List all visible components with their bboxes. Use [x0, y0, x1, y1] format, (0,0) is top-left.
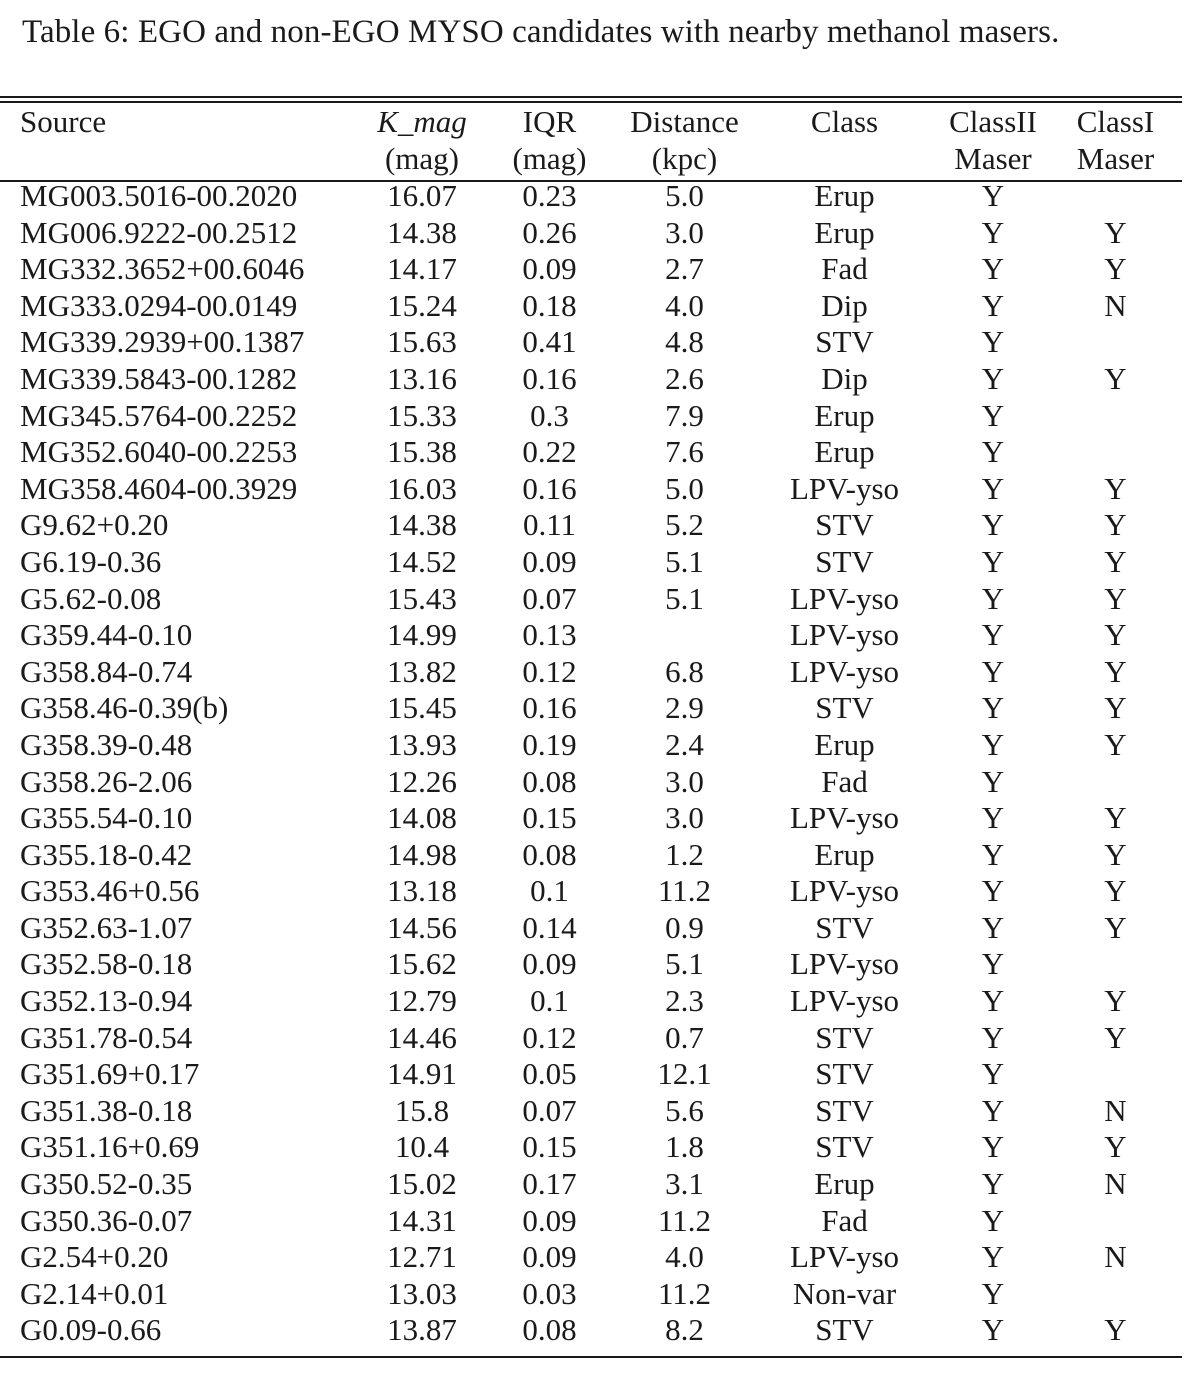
- header-class1: ClassI: [1076, 104, 1155, 139]
- cell-iqr: 0.15: [522, 1129, 577, 1165]
- cell-distance: 5.1: [665, 543, 704, 579]
- cell-distance: [617, 617, 752, 654]
- cell-distance: 5.1: [665, 946, 704, 982]
- cell-source: MG006.9222-00.2512: [20, 214, 298, 250]
- cell-class2-maser: Y: [981, 1312, 1005, 1348]
- cell-class1-maser: Y: [1104, 580, 1127, 616]
- cell-iqr: 0.08: [522, 836, 577, 872]
- header-row-1: [0, 104, 1182, 141]
- cell-kmag: 14.31: [387, 1202, 457, 1238]
- cell-class: LPV-yso: [789, 983, 900, 1019]
- table-row: [0, 288, 1182, 325]
- header-class-blank: [752, 141, 937, 178]
- cell-class2-maser: Y: [981, 617, 1005, 653]
- cell-iqr: 0.17: [522, 1166, 577, 1202]
- cell-kmag: 13.18: [387, 873, 457, 909]
- cell-iqr: 0.16: [522, 470, 577, 506]
- cell-class: STV: [815, 690, 874, 726]
- cell-source: MG345.5764-00.2252: [20, 397, 298, 433]
- table-row: [0, 654, 1182, 691]
- cell-class1-maser: Y: [1104, 653, 1127, 689]
- cell-source: MG332.3652+00.6046: [20, 251, 305, 287]
- cell-class1-maser: Y: [1104, 617, 1127, 653]
- cell-iqr: 0.14: [522, 909, 577, 945]
- cell-distance: 2.6: [665, 360, 704, 396]
- top-rule-upper: [0, 96, 1182, 98]
- cell-class1-maser: Y: [1104, 251, 1127, 287]
- table-row: [0, 727, 1182, 764]
- cell-iqr: 0.09: [522, 543, 577, 579]
- cell-class2-maser: Y: [981, 653, 1005, 689]
- cell-class: Fad: [821, 763, 868, 799]
- cell-class1-maser: [1049, 398, 1182, 435]
- table-row: [0, 471, 1182, 508]
- table-caption: Table 6: EGO and non-EGO MYSO candidates with nearby methanol masers.: [22, 14, 1060, 50]
- tilde-accent-icon: [377, 104, 477, 106]
- table-row: [0, 507, 1182, 544]
- cell-class2-maser: Y: [981, 690, 1005, 726]
- cell-class1-maser: Y: [1104, 909, 1127, 945]
- cell-class2-maser: Y: [981, 983, 1005, 1019]
- cell-class2-maser: Y: [981, 1092, 1005, 1128]
- cell-class: Erup: [814, 214, 875, 250]
- cell-distance: 0.7: [665, 1019, 704, 1055]
- cell-source: G358.46-0.39(b): [20, 690, 229, 726]
- cell-kmag: 16.03: [387, 470, 457, 506]
- cell-class1-maser: [1049, 178, 1182, 215]
- cell-source: G358.84-0.74: [20, 653, 193, 689]
- cell-kmag: 15.45: [387, 690, 457, 726]
- cell-class1-maser: Y: [1104, 1129, 1127, 1165]
- cell-distance: 3.0: [665, 763, 704, 799]
- cell-distance: 3.0: [665, 800, 704, 836]
- table-row: [0, 983, 1182, 1020]
- cell-class: STV: [815, 507, 874, 543]
- cell-source: MG358.4604-00.3929: [20, 470, 298, 506]
- cell-class: STV: [815, 1129, 874, 1165]
- cell-iqr: 0.3: [530, 397, 569, 433]
- cell-iqr: 0.08: [522, 763, 577, 799]
- cell-distance: 5.6: [665, 1092, 704, 1128]
- cell-class: LPV-yso: [789, 873, 900, 909]
- cell-class1-maser: Y: [1104, 1312, 1127, 1348]
- cell-class: Dip: [821, 360, 868, 396]
- header-distance-unit: (kpc): [651, 140, 718, 176]
- cell-class1-maser: N: [1104, 1166, 1127, 1202]
- cell-source: MG339.2939+00.1387: [20, 324, 305, 360]
- cell-class1-maser: [1049, 1276, 1182, 1313]
- cell-source: G2.14+0.01: [20, 1275, 169, 1311]
- cell-kmag: 12.79: [387, 983, 457, 1019]
- cell-class1-maser: Y: [1104, 507, 1127, 543]
- header-class2: ClassII: [949, 104, 1037, 139]
- table-row: [0, 1093, 1182, 1130]
- cell-kmag: 13.03: [387, 1275, 457, 1311]
- cell-source: G2.54+0.20: [20, 1239, 169, 1275]
- cell-class2-maser: Y: [981, 1056, 1005, 1092]
- cell-iqr: 0.1: [530, 873, 569, 909]
- cell-class: STV: [815, 1092, 874, 1128]
- cell-iqr: 0.07: [522, 580, 577, 616]
- table-row: [0, 873, 1182, 910]
- table-row: [0, 946, 1182, 983]
- cell-distance: 5.1: [665, 580, 704, 616]
- table-row: [0, 1056, 1182, 1093]
- cell-class: Non-var: [792, 1275, 897, 1311]
- cell-class1-maser: [1049, 324, 1182, 361]
- cell-source: G6.19-0.36: [20, 543, 162, 579]
- header-class: Class: [810, 104, 879, 139]
- cell-iqr: 0.19: [522, 726, 577, 762]
- cell-distance: 11.2: [657, 1202, 712, 1238]
- table-row: [0, 1020, 1182, 1057]
- cell-class2-maser: Y: [981, 1129, 1005, 1165]
- table-row: [0, 581, 1182, 618]
- cell-class2-maser: Y: [981, 909, 1005, 945]
- cell-class2-maser: Y: [981, 178, 1005, 213]
- cell-distance: 3.1: [665, 1166, 704, 1202]
- cell-source: G351.38-0.18: [20, 1092, 193, 1128]
- cell-class2-maser: Y: [981, 434, 1005, 470]
- cell-kmag: 13.16: [387, 360, 457, 396]
- cell-source: G9.62+0.20: [20, 507, 169, 543]
- cell-class: Fad: [821, 251, 868, 287]
- header-iqr: IQR: [522, 104, 577, 139]
- cell-source: MG333.0294-00.0149: [20, 287, 298, 323]
- cell-class2-maser: Y: [981, 763, 1005, 799]
- cell-distance: 5.2: [665, 507, 704, 543]
- cell-distance: 7.6: [665, 434, 704, 470]
- cell-iqr: 0.09: [522, 1202, 577, 1238]
- cell-kmag: 15.33: [387, 397, 457, 433]
- cell-class2-maser: Y: [981, 726, 1005, 762]
- cell-source: G358.39-0.48: [20, 726, 193, 762]
- cell-class: Erup: [814, 434, 875, 470]
- cell-source: G350.36-0.07: [20, 1202, 193, 1238]
- cell-kmag: 14.46: [387, 1019, 457, 1055]
- cell-source: G353.46+0.56: [20, 873, 200, 909]
- header-kmag-label: K_mag: [377, 104, 467, 139]
- cell-class1-maser: Y: [1104, 470, 1127, 506]
- cell-iqr: 0.12: [522, 1019, 577, 1055]
- cell-class1-maser: Y: [1104, 690, 1127, 726]
- cell-iqr: 0.11: [522, 507, 577, 543]
- cell-class1-maser: [1049, 764, 1182, 801]
- cell-iqr: 0.15: [522, 800, 577, 836]
- cell-distance: 2.7: [665, 251, 704, 287]
- cell-kmag: 15.43: [387, 580, 457, 616]
- header-source-blank: [0, 141, 362, 178]
- cell-distance: 7.9: [665, 397, 704, 433]
- cell-class: Fad: [821, 1202, 868, 1238]
- cell-kmag: 14.91: [387, 1056, 457, 1092]
- cell-class: LPV-yso: [789, 800, 900, 836]
- table-row: [0, 178, 1182, 215]
- cell-class2-maser: Y: [981, 580, 1005, 616]
- cell-class1-maser: N: [1104, 1239, 1127, 1275]
- cell-class: STV: [815, 909, 874, 945]
- table-row: [0, 1129, 1182, 1166]
- cell-distance: 5.0: [665, 470, 704, 506]
- cell-class: LPV-yso: [789, 653, 900, 689]
- cell-distance: 12.1: [657, 1056, 712, 1092]
- cell-iqr: 0.08: [522, 1312, 577, 1348]
- table-row: [0, 910, 1182, 947]
- cell-distance: 3.0: [665, 214, 704, 250]
- header-kmag: [362, 104, 482, 141]
- cell-distance: 1.2: [665, 836, 704, 872]
- cell-class: STV: [815, 543, 874, 579]
- cell-class1-maser: Y: [1104, 836, 1127, 872]
- cell-class2-maser: Y: [981, 507, 1005, 543]
- bottom-rule: [0, 1356, 1182, 1358]
- cell-class1-maser: Y: [1104, 800, 1127, 836]
- cell-kmag: 13.82: [387, 653, 457, 689]
- cell-class2-maser: Y: [981, 324, 1005, 360]
- header-distance: Distance: [630, 104, 739, 139]
- cell-class2-maser: Y: [981, 287, 1005, 323]
- cell-class1-maser: Y: [1104, 726, 1127, 762]
- cell-kmag: 10.4: [394, 1129, 450, 1165]
- cell-class: LPV-yso: [789, 1239, 900, 1275]
- cell-kmag: 15.63: [387, 324, 457, 360]
- cell-class: LPV-yso: [789, 470, 900, 506]
- table-row: [0, 617, 1182, 654]
- cell-class2-maser: Y: [981, 470, 1005, 506]
- table-row: [0, 544, 1182, 581]
- cell-distance: 2.9: [665, 690, 704, 726]
- cell-distance: 11.2: [657, 1275, 712, 1311]
- cell-source: G352.58-0.18: [20, 946, 193, 982]
- cell-kmag: 14.38: [387, 214, 457, 250]
- cell-class2-maser: Y: [981, 1019, 1005, 1055]
- cell-source: G350.52-0.35: [20, 1166, 193, 1202]
- header-kmag-unit: (mag): [384, 140, 460, 176]
- cell-iqr: 0.23: [522, 178, 577, 213]
- table-row: [0, 434, 1182, 471]
- cell-class2-maser: Y: [981, 873, 1005, 909]
- cell-class1-maser: Y: [1104, 543, 1127, 579]
- header-class1-sub: Maser: [1076, 140, 1155, 176]
- data-table-body: [0, 178, 1182, 1349]
- cell-kmag: 12.26: [387, 763, 457, 799]
- cell-kmag: 16.07: [387, 178, 457, 213]
- cell-iqr: 0.09: [522, 1239, 577, 1275]
- cell-class1-maser: Y: [1104, 1019, 1127, 1055]
- cell-class2-maser: Y: [981, 1166, 1005, 1202]
- header-class2-sub: Maser: [954, 140, 1032, 176]
- cell-class1-maser: N: [1104, 287, 1127, 323]
- cell-kmag: 12.71: [387, 1239, 457, 1275]
- cell-kmag: 15.62: [387, 946, 457, 982]
- table-row: [0, 690, 1182, 727]
- cell-distance: 4.0: [665, 1239, 704, 1275]
- cell-source: G351.69+0.17: [20, 1056, 200, 1092]
- cell-class2-maser: Y: [981, 397, 1005, 433]
- cell-distance: 4.8: [665, 324, 704, 360]
- cell-class2-maser: Y: [981, 214, 1005, 250]
- cell-kmag: 14.08: [387, 800, 457, 836]
- cell-kmag: 15.38: [387, 434, 457, 470]
- cell-class1-maser: Y: [1104, 214, 1127, 250]
- cell-distance: 5.0: [665, 178, 704, 213]
- cell-iqr: 0.18: [522, 287, 577, 323]
- cell-source: G355.18-0.42: [20, 836, 193, 872]
- table-row: [0, 215, 1182, 252]
- cell-class2-maser: Y: [981, 836, 1005, 872]
- cell-source: G352.63-1.07: [20, 909, 193, 945]
- cell-source: G355.54-0.10: [20, 800, 193, 836]
- cell-source: G0.09-0.66: [20, 1312, 162, 1348]
- cell-kmag: 15.24: [387, 287, 457, 323]
- cell-class2-maser: Y: [981, 543, 1005, 579]
- cell-distance: 2.4: [665, 726, 704, 762]
- cell-class2-maser: Y: [981, 1275, 1005, 1311]
- cell-class: Erup: [814, 178, 875, 213]
- cell-source: G358.26-2.06: [20, 763, 193, 799]
- cell-iqr: 0.13: [522, 617, 577, 653]
- cell-iqr: 0.16: [522, 690, 577, 726]
- cell-iqr: 0.09: [522, 251, 577, 287]
- cell-class1-maser: [1049, 434, 1182, 471]
- cell-kmag: 13.87: [387, 1312, 457, 1348]
- cell-iqr: 0.16: [522, 360, 577, 396]
- cell-kmag: 15.8: [394, 1092, 450, 1128]
- cell-distance: 11.2: [657, 873, 712, 909]
- cell-class1-maser: N: [1104, 1092, 1127, 1128]
- cell-class: STV: [815, 1312, 874, 1348]
- cell-iqr: 0.09: [522, 946, 577, 982]
- cell-class1-maser: Y: [1104, 873, 1127, 909]
- table-row: [0, 1166, 1182, 1203]
- cell-kmag: 14.56: [387, 909, 457, 945]
- cell-distance: 0.9: [665, 909, 704, 945]
- cell-class2-maser: Y: [981, 946, 1005, 982]
- table-row: [0, 1276, 1182, 1313]
- cell-kmag: 14.99: [387, 617, 457, 653]
- cell-class: Dip: [821, 287, 868, 323]
- cell-class1-maser: [1049, 1203, 1182, 1240]
- cell-iqr: 0.07: [522, 1092, 577, 1128]
- header-row-2: [0, 141, 1182, 178]
- cell-iqr: 0.41: [522, 324, 577, 360]
- cell-iqr: 0.03: [522, 1275, 577, 1311]
- cell-distance: 2.3: [665, 983, 704, 1019]
- table-row: [0, 251, 1182, 288]
- cell-kmag: 13.93: [387, 726, 457, 762]
- table-header: [0, 104, 1182, 177]
- cell-source: G352.13-0.94: [20, 983, 193, 1019]
- cell-iqr: 0.12: [522, 653, 577, 689]
- header-source: Source: [20, 104, 107, 139]
- cell-class1-maser: [1049, 1056, 1182, 1093]
- table-row: [0, 398, 1182, 435]
- cell-class2-maser: Y: [981, 1202, 1005, 1238]
- cell-distance: 8.2: [665, 1312, 704, 1348]
- cell-class: LPV-yso: [789, 617, 900, 653]
- cell-kmag: 14.17: [387, 251, 457, 287]
- cell-class: Erup: [814, 397, 875, 433]
- cell-class2-maser: Y: [981, 1239, 1005, 1275]
- cell-class: Erup: [814, 836, 875, 872]
- cell-class1-maser: Y: [1104, 360, 1127, 396]
- cell-kmag: 14.38: [387, 507, 457, 543]
- cell-iqr: 0.26: [522, 214, 577, 250]
- table-row: [0, 837, 1182, 874]
- cell-source: G351.16+0.69: [20, 1129, 200, 1165]
- cell-class: Erup: [814, 1166, 875, 1202]
- cell-class2-maser: Y: [981, 251, 1005, 287]
- table-row: [0, 764, 1182, 801]
- cell-source: MG003.5016-00.2020: [20, 178, 298, 213]
- table-row: [0, 1239, 1182, 1276]
- cell-class: LPV-yso: [789, 946, 900, 982]
- cell-source: G5.62-0.08: [20, 580, 162, 616]
- table-row: [0, 1312, 1182, 1349]
- cell-iqr: 0.1: [530, 983, 569, 1019]
- table-row: [0, 324, 1182, 361]
- table-row: [0, 361, 1182, 398]
- cell-source: MG339.5843-00.1282: [20, 360, 298, 396]
- cell-class: STV: [815, 1019, 874, 1055]
- table-row: [0, 1203, 1182, 1240]
- cell-distance: 1.8: [665, 1129, 704, 1165]
- cell-source: G359.44-0.10: [20, 617, 193, 653]
- top-rule-lower: [0, 101, 1182, 103]
- cell-class: LPV-yso: [789, 580, 900, 616]
- cell-iqr: 0.22: [522, 434, 577, 470]
- cell-class2-maser: Y: [981, 360, 1005, 396]
- cell-class: STV: [815, 324, 874, 360]
- cell-class: STV: [815, 1056, 874, 1092]
- cell-kmag: 15.02: [387, 1166, 457, 1202]
- cell-class1-maser: [1049, 946, 1182, 983]
- cell-class: Erup: [814, 726, 875, 762]
- cell-class2-maser: Y: [981, 800, 1005, 836]
- cell-iqr: 0.05: [522, 1056, 577, 1092]
- cell-kmag: 14.98: [387, 836, 457, 872]
- cell-kmag: 14.52: [387, 543, 457, 579]
- cell-distance: 6.8: [665, 653, 704, 689]
- cell-source: G351.78-0.54: [20, 1019, 193, 1055]
- header-iqr-unit: (mag): [512, 140, 587, 176]
- cell-source: MG352.6040-00.2253: [20, 434, 298, 470]
- cell-class1-maser: Y: [1104, 983, 1127, 1019]
- cell-distance: 4.0: [665, 287, 704, 323]
- table-row: [0, 800, 1182, 837]
